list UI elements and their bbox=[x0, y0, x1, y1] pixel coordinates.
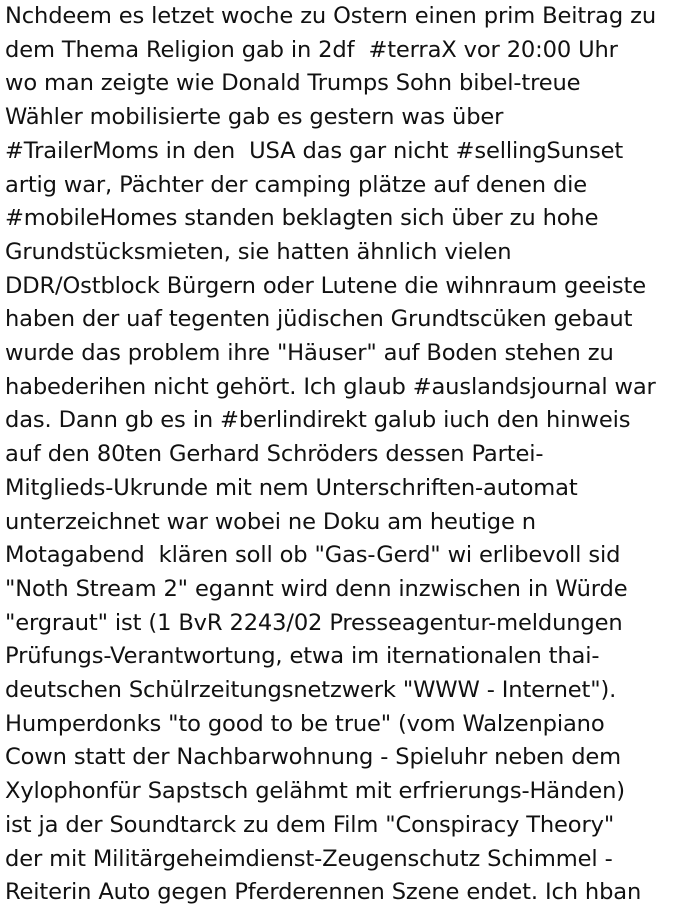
text-line: Wähler mobilisierte gab es gestern was über bbox=[5, 104, 504, 131]
text-line: artig war, Pächter der camping plätze auf denen die bbox=[5, 171, 588, 198]
text-line: Prüfungs-Verantwortung, etwa im iternationalen thai- bbox=[5, 643, 600, 670]
text-line: DDR/Ostblock Bürgern oder Lutene die wihnraum geeiste bbox=[5, 272, 646, 299]
text-line: das. Dann gb es in #berlindirekt galub iuch den hinweis bbox=[5, 407, 631, 434]
text-line: unterzeichnet war wobei ne Doku am heutige n bbox=[5, 508, 536, 535]
text-line: habederihen nicht gehört. Ich glaub #auslandsjournal war bbox=[5, 373, 656, 400]
text-line: Reiterin Auto gegen Pferderennen Szene endet. Ich hban bbox=[5, 879, 642, 906]
text-line: der mit Militärgeheimdienst-Zeugenschutz Schimmel - bbox=[5, 845, 613, 872]
text-line: wurde das problem ihre "Häuser" auf Boden stehen zu bbox=[5, 340, 614, 367]
text-line: Grundstücksmieten, sie hatten ähnlich vielen bbox=[5, 238, 512, 265]
document-text bbox=[5, 0, 681, 920]
text-line: #mobileHomes standen beklagten sich über zu hohe bbox=[5, 205, 599, 232]
text-line: haben der uaf tegenten jüdischen Grundtscüken gebaut bbox=[5, 306, 633, 333]
text-line: wo man zeigte wie Donald Trumps Sohn bibel-treue bbox=[5, 70, 581, 97]
text-line: Humperdonks "to good to be true" (vom Walzenpiano bbox=[5, 710, 605, 737]
text-line: Mitglieds-Ukrunde mit nem Unterschriften-automat bbox=[5, 474, 578, 501]
text-line: #TrailerMoms in den USA das gar nicht #sellingSunset bbox=[5, 137, 624, 164]
text-line: dem Thema Religion gab in 2df #terraX vor 20:00 Uhr bbox=[5, 36, 618, 63]
text-line: Motagabend klären soll ob "Gas-Gerd" wi erlibevoll sid bbox=[5, 542, 621, 569]
text-line: Xylophonfür Sapstsch gelähmt mit erfrierungs-Händen) bbox=[5, 778, 625, 805]
text-line: ist ja der Soundtarck zu dem Film "Conspiracy Theory" bbox=[5, 811, 615, 838]
text-line: deutschen Schülrzeitungsnetzwerk "WWW - Internet"). bbox=[5, 677, 617, 704]
text-line: auf den 80ten Gerhard Schröders dessen Partei- bbox=[5, 441, 544, 468]
text-line: Cown statt der Nachbarwohnung - Spieluhr neben dem bbox=[5, 744, 622, 771]
text-line: Nchdeem es letzet woche zu Ostern einen prim Beitrag zu bbox=[5, 3, 656, 29]
text-line: "Noth Stream 2" egannt wird denn inzwischen in Würde bbox=[5, 575, 628, 602]
text-line: "ergraut" ist (1 BvR 2243/02 Presseagentur-meldungen bbox=[5, 609, 623, 636]
